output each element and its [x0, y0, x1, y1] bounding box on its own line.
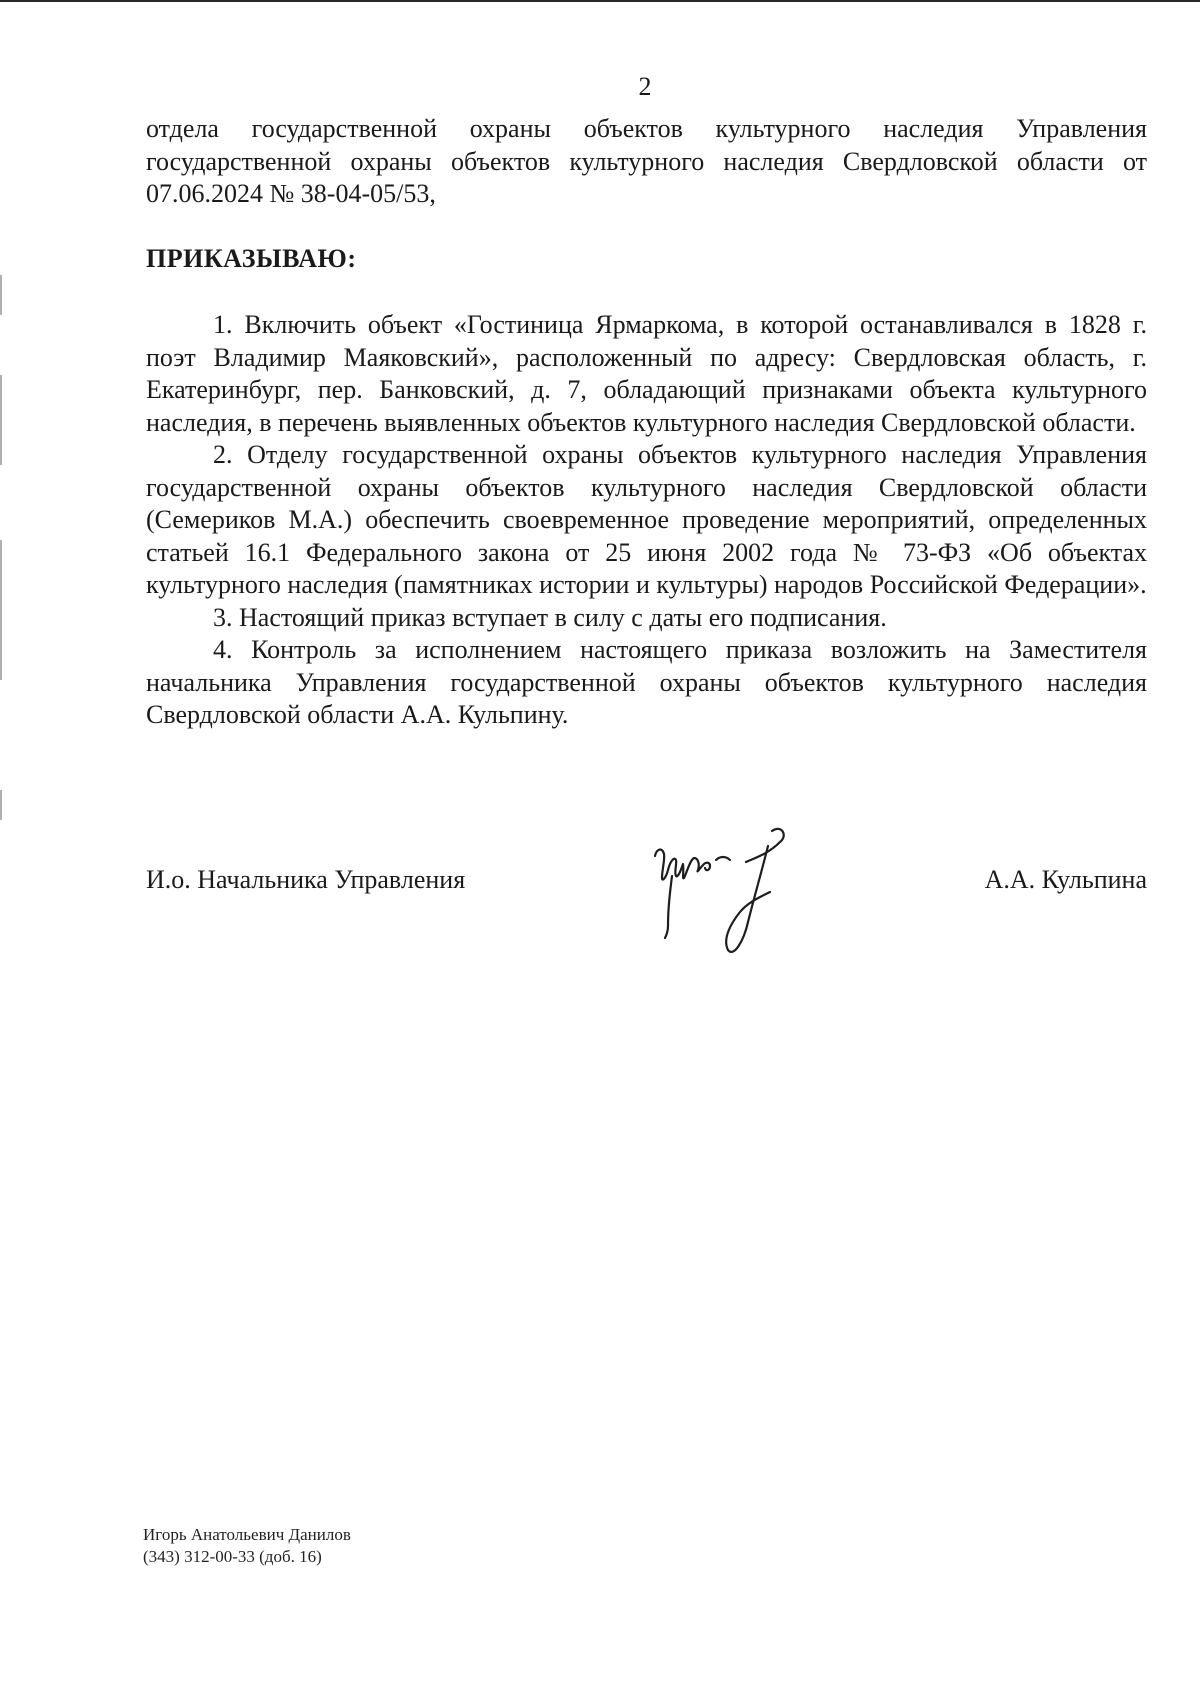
scan-left-edge-mark — [0, 375, 2, 465]
signature-row — [146, 864, 1147, 904]
order-item: 3. Настоящий приказ вступает в силу с даты его подписания. — [213, 602, 887, 632]
handwritten-signature — [650, 826, 800, 966]
signer-name: А.А. Кульпина — [984, 865, 1147, 894]
intro-paragraph: отдела государственной охраны объектов культурного наследия Управления государственной охраны объектов культурного наследия Свердловской области от 07.06.2024 № 38-04-05/53, — [146, 114, 1147, 208]
intro-block — [146, 113, 1147, 211]
order-item: 2. Отделу государственной охраны объектов культурного наследия Управления государственной охраны объектов культурного наследия Свердловской области (Семериков М.А.) обеспечить своевременное проведение мероприятий, определенных статьей 16.1 Федерального закона от 25 июня 2002 года № 73-ФЗ «Об объектах культурного наследия (памятниках истории и культуры) народов Российской Федерации». — [146, 440, 1147, 599]
scan-left-edge-mark — [0, 540, 2, 680]
signer-title: И.о. Начальника Управления — [146, 865, 466, 894]
page-number: 2 — [638, 72, 652, 101]
order-item: 1. Включить объект «Гостиница Ярмаркома, в которой останавливался в 1828 г. поэт Владимир Маяковский», расположенный по адресу: Свердловская область, г. Екатеринбург, пер. Банковский, д. 7, обладающий признаками объекта культурного наследия, в перечень выявленных объектов культурного наследия Свердловской области. — [146, 310, 1147, 437]
scan-left-edge-mark — [0, 275, 2, 315]
order-heading: ПРИКАЗЫВАЮ: — [146, 244, 357, 273]
executor-info — [143, 1524, 351, 1568]
order-items — [146, 309, 1147, 732]
executor-phone: (343) 312-00-33 (доб. 16) — [143, 1547, 322, 1566]
scan-top-edge — [0, 0, 1200, 2]
executor-name: Игорь Анатольевич Данилов — [143, 1525, 351, 1544]
scan-left-edge-mark — [0, 790, 2, 820]
order-item: 4. Контроль за исполнением настоящего приказа возложить на Заместителя начальника Управления государственной охраны объектов культурного наследия Свердловской области А.А. Кульпину. — [146, 635, 1147, 729]
